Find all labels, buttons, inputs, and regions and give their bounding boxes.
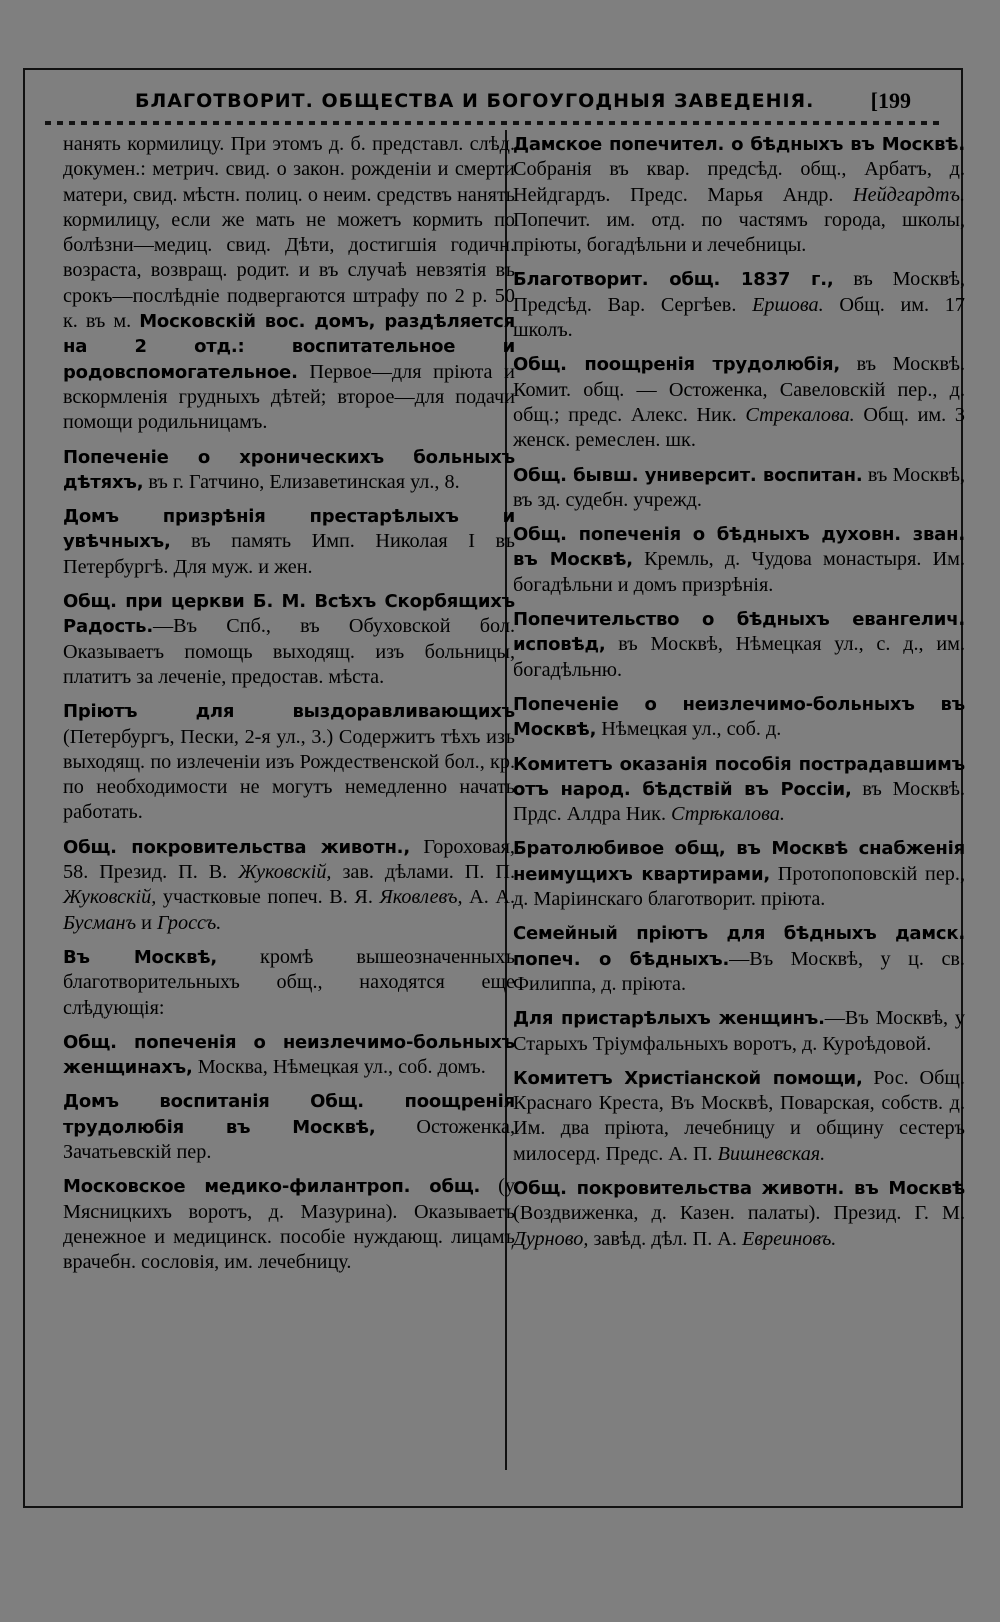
entry: нанять кормилицу. При этомъ д. б. представл. слѣд. докумен.: метрич. свид. о закон. рожденіи и смерти матери, свид. мѣстн. полиц. о неим. средствъ нанять кормилицу, если же мать не можетъ кормить по болѣзни—медиц. свид. Дѣти, достигшія годичн. возраста, возвращ. родит. и въ случаѣ невзятія въ срокъ—послѣдніе подвергаются штрафу по 2 р. 50 к. въ м. Московскій вос. домъ, раздѣляется на 2 отд.: воспитательное и родовспомогательное. Первое—для пріюта и вскормленія грудныхъ дѣтей; второе—для подачи помощи родильницамъ. (63, 133, 515, 434)
page-number: [199 (870, 88, 911, 113)
entry: Общ. покровительства животн. въ Москвѣ (Воздвиженка, д. Казен. палаты). Презид. Г. М. Дурново, завѣд. дѣл. П. А. Евреиновъ. (513, 1177, 965, 1250)
left-column (63, 132, 515, 1284)
entry: Комитетъ оказанія пособія пострадавшимъ отъ народ. бѣдствій въ Россіи, въ Москвѣ. Прдс. Алдра Ник. Стрѣкалова. (513, 753, 965, 826)
entry: Домъ призрѣнія престарѣлыхъ и увѣчныхъ, въ память Имп. Николая I въ Петербургѣ. Для муж. и жен. (63, 506, 515, 578)
entry: Общ. покровительства животн., Гороховая, 58. Презид. П. В. Жуковскій, зав. дѣлами. П. П. Жуковскій, участковые попеч. В. Я. Яковлевъ, А. А. Бусманъ и Гроссъ. (63, 835, 515, 934)
entry: Попеченіе о хроническихъ больныхъ дѣтяхъ, въ г. Гатчино, Елизаветинская ул., 8. (63, 446, 515, 493)
page-header (25, 84, 961, 114)
entry: Для пристарѣлыхъ женщинъ.—Въ Москвѣ, у Старыхъ Тріумфальныхъ воротъ, д. Куроѣдовой. (513, 1007, 965, 1055)
entry: Попеченіе о неизлечимо-больныхъ въ Москвѣ, Нѣмецкая ул., соб. д. (513, 693, 965, 741)
header-rule (45, 118, 941, 128)
entry: Въ Москвѣ, кромѣ вышеозначенныхъ благотворительныхъ общ., находятся еще слѣдующія: (63, 945, 515, 1019)
entry: Пріютъ для выздоравливающихъ (Петербургъ, Пески, 2-я ул., 3.) Содержитъ тѣхъ изъ выходящ. по излеченіи изъ Рождественской бол., кр. по необходимости не могутъ немедленно начать работать. (63, 701, 515, 824)
entry: Общ. при церкви Б. М. Всѣхъ Скорбящихъ Радость.—Въ Спб., въ Обуховской бол. Оказываетъ помощь выходящ. изъ больницы, платитъ за леченіе, предостав. мѣста. (63, 591, 515, 688)
entry: Попечительство о бѣдныхъ евангелич. исповѣд, въ Москвѣ, Нѣмецкая ул., с. д., им. богадѣльню. (513, 609, 965, 681)
entry: Комитетъ Христіанской помощи, Рос. Общ. Краснаго Креста, Въ Москвѣ, Поварская, собств. д. Им. два пріюта, лечебницу и общину сестеръ милосерд. Предс. А. П. Вишневская. (513, 1066, 965, 1165)
entry: Благотворит. общ. 1837 г., въ Москвѣ, Предсѣд. Вар. Сергѣев. Ершова. Общ. им. 17 школъ. (513, 268, 965, 342)
entry: Общ. поощренія трудолюбія, въ Москвѣ. Комит. общ. — Остоженка, Савеловскій пер., д. общ.; предс. Алекс. Ник. Стрекалова. Общ. им. 3 женск. ремеслен. шк. (513, 353, 965, 452)
header-title: БЛАГОТВОРИТ. ОБЩЕСТВА И БОГОУГОДНЫЯ ЗАВЕДЕНІЯ. (135, 90, 815, 112)
right-column (513, 132, 965, 1261)
entry: Домъ воспитанія Общ. поощренія трудолюбія въ Москвѣ, Остоженка, Зачатьевскій пер. (63, 1091, 515, 1163)
entry: Семейный пріютъ для бѣдныхъ дамск. попеч. о бѣдныхъ.—Въ Москвѣ, у ц. св. Филиппа, д. пріюта. (513, 923, 965, 995)
entry: Братолюбивое общ, въ Москвѣ снабженія неимущихъ квартирами, Протопоповскій пер., д. Маріинскаго благотворит. пріюта. (513, 838, 965, 911)
page (23, 68, 963, 1508)
entry: Общ. попеченія о бѣдныхъ духовн. зван. въ Москвѣ, Кремль, д. Чудова монастыря. Им. богадѣльни и домъ призрѣнія. (513, 524, 965, 596)
entry: Общ. бывш. университ. воспитан. въ Москвѣ, въ зд. судебн. учрежд. (513, 463, 965, 511)
entry: Московское медико-филантроп. общ. (у Мясницкихъ воротъ, д. Мазурина). Оказываетъ денежное и медицинск. пособіе нуждающ. лицамъ врачебн. сословія, им. лечебницу. (63, 1175, 515, 1274)
entry: Общ. попеченія о неизлечимо-больныхъ женщинахъ, Москва, Нѣмецкая ул., соб. домъ. (63, 1031, 515, 1079)
entry: Дамское попечител. о бѣдныхъ въ Москвѣ. Собранія въ квар. предсѣд. общ., Арбатъ, д. Нейдгардъ. Предс. Марья Андр. Нейдгардтъ. Попечит. им. отд. по частямъ города, школы, пріюты, богадѣльни и лечебницы. (513, 134, 965, 257)
